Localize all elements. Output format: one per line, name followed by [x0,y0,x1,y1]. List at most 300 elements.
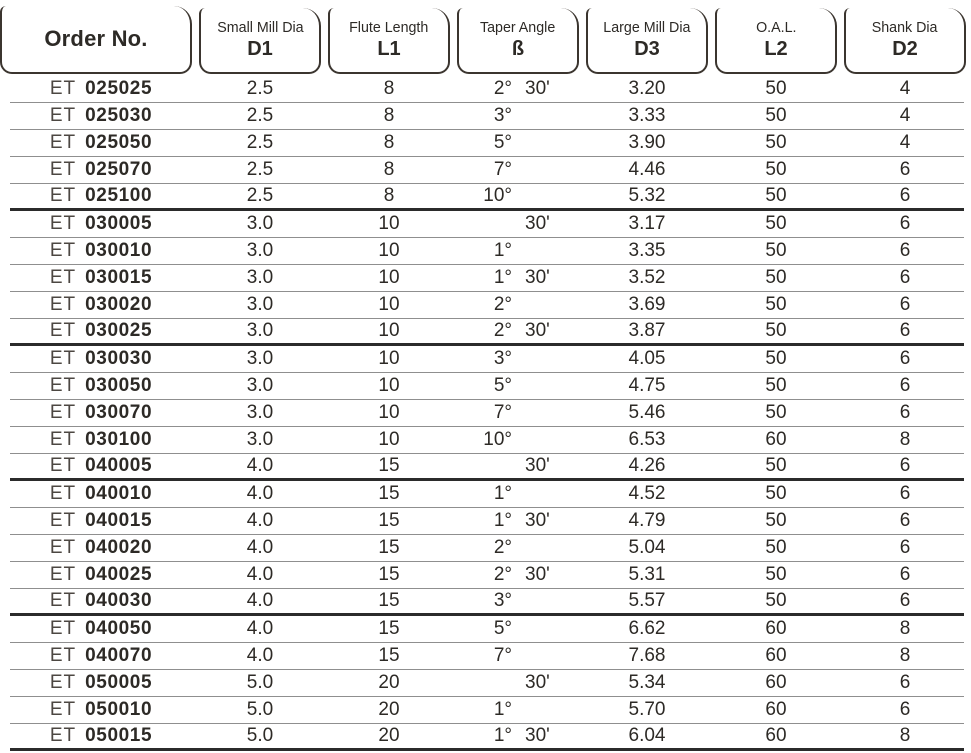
column-symbol-d1: D1 [247,38,273,60]
column-label-oal: O.A.L. [755,19,797,36]
cell-taper-angle [457,105,579,127]
cell-d2: 6 [899,672,911,693]
order-prefix: ET [49,294,77,315]
order-no-cell [10,185,192,207]
cell-l1: 20 [378,672,400,693]
cell-l2: 50 [765,590,787,611]
cell-l2: 50 [765,564,787,585]
table-row [10,454,964,481]
cell-d2: 6 [899,213,911,234]
cell-d2: 6 [899,510,911,531]
cell-d2: 6 [899,590,911,611]
table-row [10,508,964,535]
order-prefix: ET [49,537,77,558]
table-row [10,724,964,751]
cell-d2: 6 [899,699,911,720]
order-prefix: ET [49,240,77,261]
order-code: 030050 [85,375,153,396]
cell-l1: 10 [378,320,400,341]
cell-d2: 6 [899,185,911,206]
taper-deg: 5° [493,132,512,153]
taper-deg [457,213,518,235]
taper-min [518,348,579,370]
taper-deg: 5° [493,375,512,396]
table-row [10,670,964,697]
column-header-small-mill-dia [199,8,321,74]
taper-min [518,429,579,451]
cell-taper-angle [457,510,579,532]
order-no-cell [10,455,192,477]
cell-d3: 5.32 [628,185,666,206]
cell-l2: 60 [765,429,787,450]
column-symbol-d2: D2 [892,38,918,60]
cell-d1: 3.0 [246,429,274,450]
column-header-flute-length [328,8,450,74]
taper-min [518,159,579,181]
taper-min [518,375,579,397]
order-code: 025030 [85,105,153,126]
cell-l2: 50 [765,510,787,531]
order-code: 030010 [85,240,153,261]
order-code: 040005 [85,455,153,476]
order-prefix: ET [49,645,77,666]
cell-l1: 15 [378,618,400,639]
order-code: 030020 [85,294,153,315]
column-label-shank-dia: Shank Dia [872,19,938,36]
order-no-cell [10,537,192,559]
column-label-order-no: Order No. [44,26,148,51]
cell-l2: 50 [765,402,787,423]
cell-l1: 10 [378,240,400,261]
cell-l1: 15 [378,645,400,666]
column-symbol-d3: D3 [634,38,660,60]
cell-l1: 8 [383,159,395,180]
cell-d2: 6 [899,294,911,315]
cell-d2: 6 [899,240,911,261]
column-label-small-mill-dia: Small Mill Dia [216,19,304,36]
cell-d2: 6 [899,483,911,504]
table-row [10,319,964,346]
cell-taper-angle [457,699,579,721]
table-row [10,103,964,130]
order-no-cell [10,348,192,370]
taper-deg: 1° [493,699,512,720]
cell-l2: 50 [765,375,787,396]
column-header-order-no [0,6,192,74]
cell-d1: 4.0 [246,645,274,666]
cell-d1: 3.0 [246,348,274,369]
taper-min [518,618,579,640]
taper-min [518,185,579,207]
cell-d3: 4.79 [628,510,666,531]
table-row [10,643,964,670]
cell-d3: 7.68 [628,645,666,666]
cell-l1: 10 [378,267,400,288]
taper-deg: 10° [483,185,512,206]
order-code: 050005 [85,672,153,693]
taper-deg: 2° [493,564,512,585]
order-prefix: ET [49,348,77,369]
cell-d1: 3.0 [246,375,274,396]
cell-l2: 50 [765,105,787,126]
taper-deg: 5° [493,618,512,639]
cell-taper-angle [457,429,579,451]
taper-deg: 7° [493,159,512,180]
cell-taper-angle [457,267,579,289]
cell-l1: 10 [378,294,400,315]
cell-d3: 3.20 [628,78,666,99]
order-prefix: ET [49,159,77,180]
taper-min [518,537,579,559]
taper-min: 30' [525,267,550,288]
cell-l2: 50 [765,159,787,180]
cell-taper-angle [457,590,579,612]
cell-taper-angle [457,725,579,747]
taper-min [518,132,579,154]
cell-d1: 3.0 [246,213,274,234]
cell-d1: 3.0 [246,267,274,288]
table-row [10,346,964,373]
cell-d1: 4.0 [246,618,274,639]
cell-d3: 3.35 [628,240,666,261]
cell-d3: 6.62 [628,618,666,639]
order-no-cell [10,375,192,397]
order-code: 030100 [85,429,153,450]
table-row [10,157,964,184]
cell-l1: 15 [378,537,400,558]
taper-deg [457,455,518,477]
taper-deg: 2° [493,78,512,99]
taper-deg [457,672,518,694]
table-row [10,211,964,238]
order-no-cell [10,402,192,424]
order-no-cell [10,618,192,640]
column-symbol-l1: L1 [377,38,401,60]
column-symbol-l2: L2 [764,38,788,60]
taper-deg: 1° [493,483,512,504]
cell-d3: 4.75 [628,375,666,396]
order-no-cell [10,645,192,667]
taper-min: 30' [525,725,550,746]
taper-deg: 10° [483,429,512,450]
cell-d3: 5.34 [628,672,666,693]
cell-d2: 4 [899,105,911,126]
cell-l2: 50 [765,320,787,341]
order-no-cell [10,510,192,532]
cell-l2: 50 [765,78,787,99]
cell-taper-angle [457,78,579,100]
cell-d1: 3.0 [246,320,274,341]
cell-l1: 15 [378,483,400,504]
order-prefix: ET [49,510,77,531]
order-no-cell [10,699,192,721]
cell-l1: 8 [383,78,395,99]
table-row [10,184,964,211]
cell-l2: 50 [765,132,787,153]
cell-taper-angle [457,240,579,262]
order-code: 040010 [85,483,153,504]
order-no-cell [10,159,192,181]
column-header-oal [715,8,837,74]
cell-d1: 2.5 [246,78,274,99]
table-row [10,481,964,508]
order-no-cell [10,725,192,747]
cell-d1: 5.0 [246,725,274,746]
order-prefix: ET [49,618,77,639]
order-no-cell [10,483,192,505]
cell-d2: 6 [899,320,911,341]
cell-l2: 50 [765,455,787,476]
table-header [0,0,971,76]
cell-l2: 50 [765,348,787,369]
cell-taper-angle [457,483,579,505]
cell-l2: 50 [765,483,787,504]
order-prefix: ET [49,78,77,99]
taper-deg: 7° [493,645,512,666]
cell-d2: 8 [899,429,911,450]
cell-d1: 4.0 [246,483,274,504]
cell-d2: 6 [899,267,911,288]
taper-min [518,645,579,667]
order-prefix: ET [49,699,77,720]
table-row [10,238,964,265]
table-row [10,697,964,724]
cell-d1: 4.0 [246,510,274,531]
order-code: 040025 [85,564,153,585]
cell-d2: 6 [899,564,911,585]
order-no-cell [10,213,192,235]
order-code: 040015 [85,510,153,531]
order-prefix: ET [49,185,77,206]
cell-d2: 8 [899,618,911,639]
cell-d1: 3.0 [246,240,274,261]
order-code: 030005 [85,213,153,234]
table-row [10,616,964,643]
cell-d1: 5.0 [246,672,274,693]
order-prefix: ET [49,564,77,585]
cell-d1: 4.0 [246,590,274,611]
order-code: 025100 [85,185,153,206]
table-row [10,130,964,157]
column-header-large-mill-dia [586,8,708,74]
cell-d1: 5.0 [246,699,274,720]
cell-d2: 6 [899,402,911,423]
taper-min [518,105,579,127]
taper-deg: 1° [493,510,512,531]
order-code: 040050 [85,618,153,639]
cell-l2: 50 [765,537,787,558]
order-no-cell [10,78,192,100]
cell-d2: 6 [899,537,911,558]
cell-taper-angle [457,159,579,181]
cell-d3: 3.87 [628,320,666,341]
order-prefix: ET [49,105,77,126]
order-no-cell [10,590,192,612]
taper-min: 30' [525,564,550,585]
taper-min: 30' [525,213,550,234]
taper-deg: 3° [493,105,512,126]
cell-d1: 2.5 [246,185,274,206]
cell-l1: 15 [378,455,400,476]
cell-d3: 5.57 [628,590,666,611]
cell-taper-angle [457,537,579,559]
table-row [10,427,964,454]
order-code: 030070 [85,402,153,423]
cell-l2: 60 [765,699,787,720]
taper-deg: 2° [493,320,512,341]
order-prefix: ET [49,320,77,341]
cell-taper-angle [457,455,579,477]
cell-l1: 8 [383,132,395,153]
cell-d1: 3.0 [246,402,274,423]
order-no-cell [10,672,192,694]
cell-d1: 2.5 [246,132,274,153]
order-code: 030025 [85,320,153,341]
table-row [10,292,964,319]
cell-l2: 60 [765,645,787,666]
cell-taper-angle [457,213,579,235]
cell-d3: 6.53 [628,429,666,450]
taper-deg: 7° [493,402,512,423]
cell-taper-angle [457,645,579,667]
cell-d3: 3.52 [628,267,666,288]
taper-min [518,240,579,262]
taper-min [518,590,579,612]
cell-d3: 5.70 [628,699,666,720]
cell-l2: 60 [765,725,787,746]
column-symbol-beta: ß [511,38,525,60]
cell-d3: 4.05 [628,348,666,369]
order-no-cell [10,240,192,262]
cell-d2: 6 [899,375,911,396]
order-code: 050015 [85,725,153,746]
cell-l2: 60 [765,672,787,693]
cell-d1: 4.0 [246,455,274,476]
cell-l1: 20 [378,725,400,746]
table-row [10,400,964,427]
table-row [10,589,964,616]
cell-d3: 3.90 [628,132,666,153]
column-header-taper-angle [457,8,579,74]
order-no-cell [10,105,192,127]
order-prefix: ET [49,213,77,234]
taper-min: 30' [525,78,550,99]
cell-l1: 15 [378,510,400,531]
order-prefix: ET [49,402,77,423]
table-row [10,535,964,562]
cell-l1: 10 [378,402,400,423]
table-body [0,76,971,751]
cell-taper-angle [457,320,579,342]
taper-min: 30' [525,320,550,341]
order-no-cell [10,267,192,289]
taper-deg: 3° [493,348,512,369]
cell-taper-angle [457,375,579,397]
order-code: 040020 [85,537,153,558]
cell-l1: 10 [378,348,400,369]
taper-min: 30' [525,510,550,531]
taper-min: 30' [525,672,550,693]
order-no-cell [10,294,192,316]
taper-min [518,402,579,424]
cell-d3: 5.04 [628,537,666,558]
cell-l1: 15 [378,564,400,585]
order-prefix: ET [49,267,77,288]
cell-d2: 8 [899,725,911,746]
order-code: 025070 [85,159,153,180]
order-prefix: ET [49,429,77,450]
column-header-shank-dia [844,8,966,74]
cell-taper-angle [457,185,579,207]
order-code: 050010 [85,699,153,720]
order-code: 030015 [85,267,153,288]
order-no-cell [10,429,192,451]
cell-taper-angle [457,132,579,154]
order-prefix: ET [49,375,77,396]
cell-l1: 10 [378,375,400,396]
cell-d1: 2.5 [246,159,274,180]
taper-min [518,294,579,316]
cell-l1: 10 [378,213,400,234]
taper-deg: 3° [493,590,512,611]
cell-d3: 5.31 [628,564,666,585]
cell-l1: 15 [378,590,400,611]
cell-d3: 6.04 [628,725,666,746]
order-code: 040070 [85,645,153,666]
column-label-large-mill-dia: Large Mill Dia [603,19,691,36]
taper-deg: 1° [493,725,512,746]
cell-d3: 3.33 [628,105,666,126]
order-code: 025025 [85,78,153,99]
cell-l2: 50 [765,185,787,206]
cell-taper-angle [457,672,579,694]
taper-deg: 2° [493,294,512,315]
cell-d3: 3.69 [628,294,666,315]
cell-l2: 50 [765,267,787,288]
taper-deg: 1° [493,267,512,288]
cell-l2: 50 [765,240,787,261]
taper-deg: 1° [493,240,512,261]
order-prefix: ET [49,132,77,153]
order-no-cell [10,132,192,154]
cell-d3: 4.26 [628,455,666,476]
cell-d3: 3.17 [628,213,666,234]
cell-taper-angle [457,618,579,640]
order-no-cell [10,564,192,586]
column-label-flute-length: Flute Length [349,19,429,36]
cell-taper-angle [457,294,579,316]
taper-min [518,699,579,721]
taper-deg: 2° [493,537,512,558]
cell-d3: 5.46 [628,402,666,423]
order-no-cell [10,320,192,342]
cell-d1: 4.0 [246,537,274,558]
cell-l1: 10 [378,429,400,450]
cell-taper-angle [457,348,579,370]
cell-d2: 6 [899,159,911,180]
cell-d2: 4 [899,132,911,153]
table-row [10,562,964,589]
table-row [10,373,964,400]
cell-l1: 8 [383,185,395,206]
cell-d2: 6 [899,348,911,369]
order-code: 025050 [85,132,153,153]
order-code: 040030 [85,590,153,611]
taper-min: 30' [525,455,550,476]
table-row [10,76,964,103]
cell-l2: 50 [765,294,787,315]
cell-taper-angle [457,402,579,424]
